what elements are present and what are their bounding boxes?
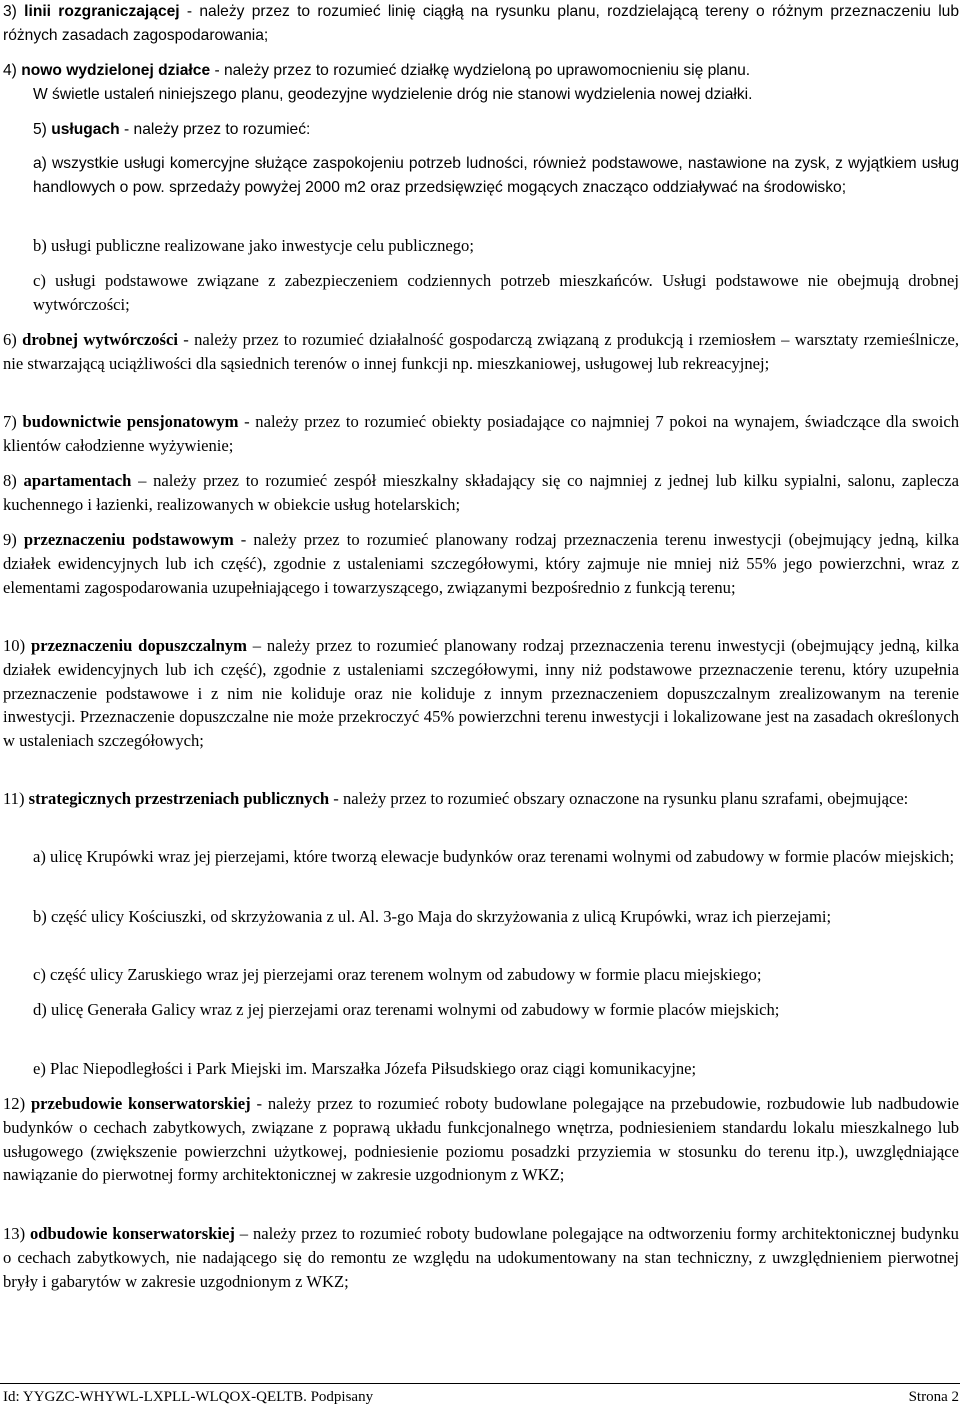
- definition-13: [3, 1222, 959, 1293]
- item-number: 4): [3, 62, 17, 79]
- definition-10: [3, 634, 959, 753]
- definition-3: [3, 0, 959, 48]
- defined-term: przeznaczeniu podstawowym: [23, 530, 234, 549]
- definition-5: [3, 118, 959, 142]
- defined-term: linii rozgraniczającej: [24, 3, 180, 20]
- defined-term: nowo wydzielonej działce: [21, 62, 211, 79]
- defined-term: przeznaczeniu dopuszczalnym: [30, 636, 247, 655]
- defined-term: odbudowie konserwatorskiej: [30, 1224, 235, 1243]
- page-footer: [3, 1389, 959, 1406]
- footer-divider: [0, 1383, 960, 1384]
- item-number: 13): [3, 1224, 26, 1243]
- subitem-text: a) wszystkie usługi komercyjne służące zaspokojeniu potrzeb ludności, również podstawowe, nastawione na zysk, z wyjątkiem usług handlowych o pow. sprzedaży powyżej 2000 m2 oraz przedsięwzięć mogących znacząco oddziaływać na środowisko;: [33, 155, 959, 196]
- definition-text: - należy przez to rozumieć linię ciągłą na rysunku planu, rozdzielającą tereny o różnym przeznaczeniu lub różnych zasadach zagospodarowania;: [3, 3, 960, 44]
- defined-term: drobnej wytwórczości: [22, 330, 178, 349]
- definition-8: [3, 469, 959, 517]
- item-number: 3): [3, 3, 17, 20]
- document-id: Id: YYGZC-WHYWL-LXPLL-WLQOX-QELTB. Podpisany: [3, 1389, 374, 1405]
- item-number: 11): [3, 789, 25, 808]
- defined-term: przebudowie konserwatorskiej: [30, 1094, 251, 1113]
- definition-7: [3, 410, 959, 458]
- definition-text: – należy przez to rozumieć planowany rodzaj przeznaczenia terenu inwestycji (obejmujący jedną, kilka działek ewidencyjnych lub ich część), zgodnie z ustaleniami szczegółowymi, inny niż podstawowe przeznaczenie terenu, który uzupełnia przeznaczenie podstawowe i z nim nie koliduje oraz nie koliduje z innym przeznaczeniem dopuszczalnym zrealizowanym na terenie inwestycji. Przeznaczenie dopuszczalne nie może przekroczyć 45% powierzchni terenu inwestycji i lokalizowane jest na zasadach określonych w ustaleniach szczegółowych;: [3, 636, 959, 751]
- item-number: 5): [33, 121, 47, 138]
- item-number: 6): [3, 330, 17, 349]
- subitem-text: c) usługi podstawowe związane z zabezpieczeniem codziennych potrzeb mieszkańców. Usługi podstawowe nie obejmują drobnej wytwórczości;: [33, 271, 959, 314]
- definition-text: – należy przez to rozumieć roboty budowlane polegające na odtworzeniu formy architektonicznej budynku o cechach zabytkowych, nie nadającego się do remontu ze względu na udokumentowany na stan techniczny, z uwzględnieniem pierwotnej bryły i gabarytów w zakresie uzgodnionym z WKZ;: [3, 1224, 959, 1291]
- item-number: 12): [3, 1094, 26, 1113]
- definition-9: [3, 528, 959, 599]
- subitem-text: b) usługi publiczne realizowane jako inwestycje celu publicznego;: [33, 236, 474, 255]
- defined-term: budownictwie pensjonatowym: [22, 412, 239, 431]
- definition-11a: [3, 845, 959, 869]
- definition-5a: [3, 152, 959, 200]
- subitem-text: d) ulicę Generała Galicy wraz z jej pierzejami oraz terenami wolnymi od zabudowy w formie placów miejskich;: [33, 1000, 780, 1019]
- item-number: 8): [3, 471, 17, 490]
- definition-12: [3, 1092, 959, 1187]
- defined-term: strategicznych przestrzeniach publicznych: [28, 789, 330, 808]
- definition-text: – należy przez to rozumieć zespół mieszkalny składający się co najmniej z jednej lub kilku sypialni, salonu, zaplecza kuchennego i łazienki, realizowanych w obiekcie usług hotelarskich;: [3, 471, 959, 514]
- subitem-text: a) ulicę Krupówki wraz jej pierzejami, które tworzą elewacje budynków oraz terenami wolnymi od zabudowy w formie placów miejskich;: [33, 847, 955, 866]
- item-number: 9): [3, 530, 17, 549]
- definition-text: - należy przez to rozumieć obszary oznaczone na rysunku planu szrafami, obejmujące:: [329, 789, 909, 808]
- definition-text: - należy przez to rozumieć działkę wydzieloną po uprawomocnieniu się planu.: [210, 62, 751, 79]
- definition-11b: [3, 905, 959, 929]
- definition-4-note: [3, 83, 959, 107]
- item-number: 10): [3, 636, 26, 655]
- definition-6: [3, 328, 959, 376]
- subitem-text: b) część ulicy Kościuszki, od skrzyżowania z ul. Al. 3-go Maja do skrzyżowania z ulicą Krupówki, wraz ich pierzejami;: [33, 907, 832, 926]
- subitem-text: e) Plac Niepodległości i Park Miejski im. Marszałka Józefa Piłsudskiego oraz ciągi komunikacyjne;: [33, 1059, 697, 1078]
- definition-5c: [3, 269, 959, 317]
- page-number: Strona 2: [908, 1389, 959, 1405]
- definition-text: - należy przez to rozumieć roboty budowlane polegające na przebudowie, rozbudowie lub nadbudowie budynków o cechach zabytkowych, związane z poprawą układu funkcjonalnego wnętrza, podniesieniem standardu lokalu mieszkalnego lub usługowego (zwiększenie powierzchni użytkowej, podniesienie poziomu posadzki przyziemia w stosunku do terenu itp.), uwzględniające nawiązanie do pierwotnej formy architektonicznej w zakresie uzgodnionym z WKZ;: [3, 1094, 959, 1185]
- item-number: 7): [3, 412, 17, 431]
- definition-4: [3, 59, 959, 83]
- definition-11: [3, 787, 959, 811]
- definition-5b: [3, 234, 959, 258]
- definition-text: - należy przez to rozumieć działalność gospodarczą związaną z produkcją i rzemiosłem – warsztaty rzemieślnicze, nie stwarzającą uciążliwości dla sąsiednich terenów o innej funkcji np. mieszkaniowej, usługowej lub rekreacyjnej;: [3, 330, 959, 373]
- defined-term: usługach: [51, 121, 120, 138]
- definition-11c: [3, 963, 959, 987]
- definition-text: - należy przez to rozumieć planowany rodzaj przeznaczenia terenu inwestycji (obejmujący jedną, kilka działek ewidencyjnych lub ich część), zgodnie z ustaleniami szczegółowymi, który zajmuje nie mniej niż 55% jego powierzchni, wraz z elementami zagospodarowania uzupełniającego i towarzyszącego, związanymi bezpośrednio z funkcją terenu;: [3, 530, 959, 597]
- definition-text: - należy przez to rozumieć obiekty posiadające co najmniej 7 pokoi na wynajem, świadczące dla swoich klientów całodzienne wyżywienie;: [3, 412, 960, 455]
- definition-text: W świetle ustaleń niniejszego planu, geodezyjne wydzielenie dróg nie stanowi wydzielenia nowej działki.: [33, 86, 753, 103]
- definition-11e: [3, 1057, 959, 1081]
- definition-11d: [3, 998, 959, 1022]
- defined-term: apartamentach: [23, 471, 132, 490]
- definition-text: - należy przez to rozumieć:: [119, 121, 311, 138]
- subitem-text: c) część ulicy Zaruskiego wraz jej pierzejami oraz terenem wolnym od zabudowy w formie placu miejskiego;: [33, 965, 762, 984]
